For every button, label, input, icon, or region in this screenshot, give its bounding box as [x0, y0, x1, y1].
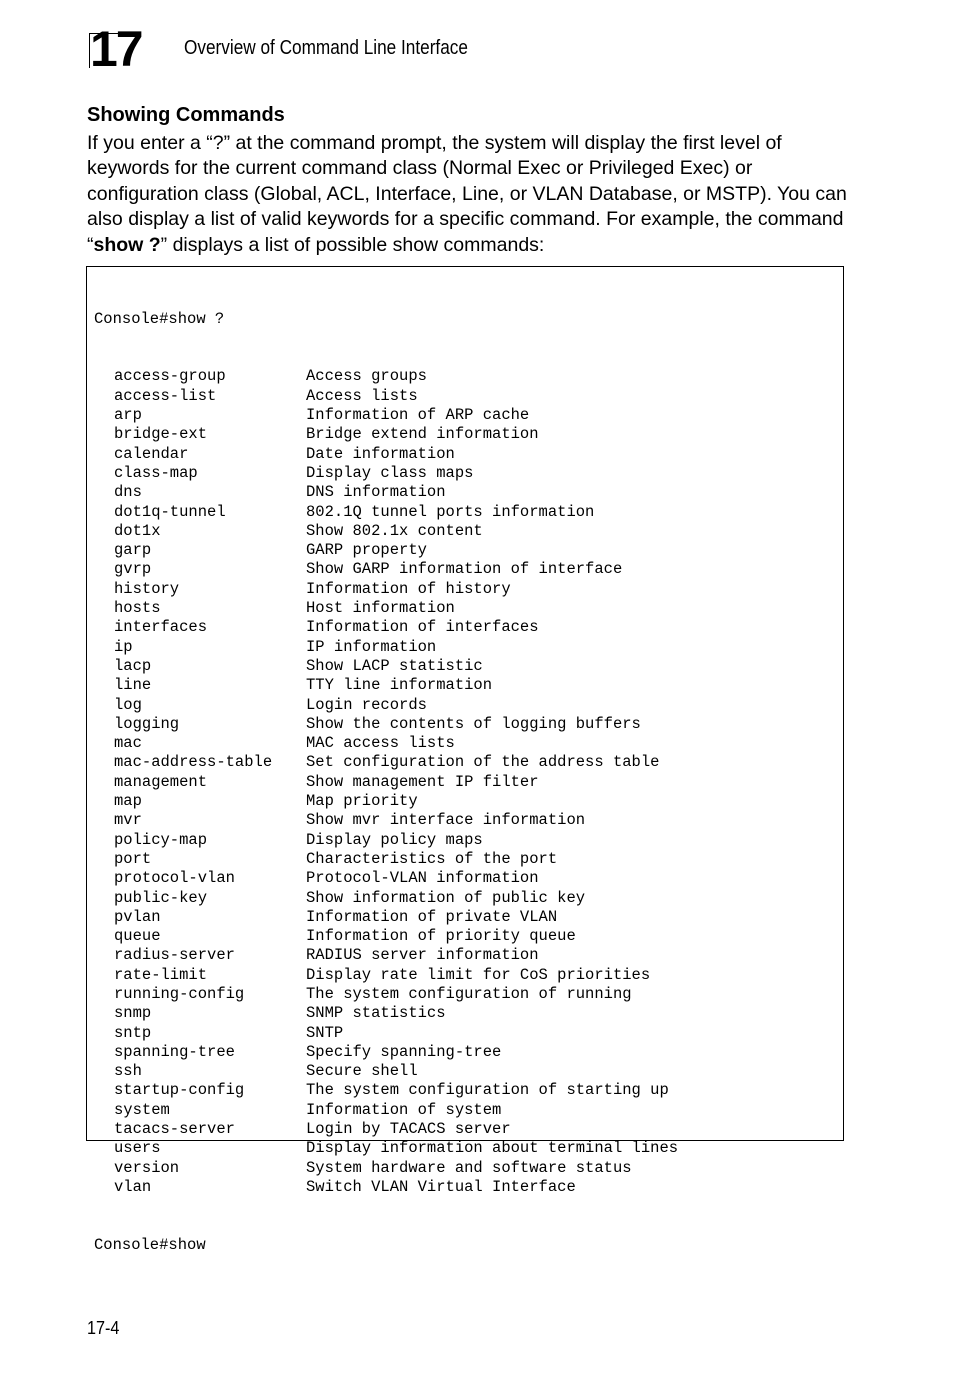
- command-row: [94, 1062, 678, 1081]
- command-keyword: system: [114, 1100, 170, 1119]
- command-keyword: startup-config: [114, 1081, 245, 1100]
- command-row: [94, 560, 678, 579]
- command-keyword: gvrp: [114, 560, 152, 579]
- command-row: [94, 618, 678, 637]
- command-keyword: dns: [114, 483, 142, 502]
- command-description: Host information: [306, 599, 455, 618]
- command-description: Display rate limit for CoS priorities: [306, 965, 651, 984]
- command-keyword: dot1q-tunnel: [114, 502, 226, 521]
- console-prompt-line: Console#show ?: [94, 309, 225, 328]
- console-output-box: [86, 266, 844, 1254]
- command-description: Protocol-VLAN information: [306, 869, 539, 888]
- command-row: [94, 1120, 678, 1139]
- command-keyword: lacp: [114, 656, 152, 675]
- command-row: [94, 387, 678, 406]
- running-header-title: Overview of Command Line Interface: [184, 37, 468, 59]
- command-keyword: protocol-vlan: [114, 869, 235, 888]
- command-description: Information of interfaces: [306, 618, 539, 637]
- command-row: [94, 445, 678, 464]
- command-keyword: interfaces: [114, 618, 208, 637]
- command-row: [94, 599, 678, 618]
- command-description: Display information about terminal lines: [306, 1139, 679, 1158]
- command-description: Specify spanning-tree: [306, 1042, 502, 1061]
- command-row: [94, 773, 678, 792]
- command-keyword: access-group: [114, 367, 226, 386]
- command-keyword: garp: [114, 541, 152, 560]
- intro-paragraph: [87, 131, 857, 258]
- command-description: Show mvr interface information: [306, 811, 586, 830]
- command-keyword: port: [114, 849, 152, 868]
- command-row: [94, 811, 678, 830]
- command-description: Show management IP filter: [306, 772, 539, 791]
- command-keyword: mvr: [114, 811, 142, 830]
- command-keyword: dot1x: [114, 521, 161, 540]
- command-row: [94, 753, 678, 772]
- command-keyword: public-key: [114, 888, 208, 907]
- command-keyword: class-map: [114, 463, 198, 482]
- command-keyword: radius-server: [114, 946, 235, 965]
- command-row: [94, 734, 678, 753]
- command-row: [94, 1159, 678, 1178]
- command-description: Display class maps: [306, 463, 474, 482]
- command-description: SNMP statistics: [306, 1004, 446, 1023]
- command-keyword: policy-map: [114, 830, 208, 849]
- command-row: [94, 657, 678, 676]
- command-row: [94, 425, 678, 444]
- command-description: Characteristics of the port: [306, 849, 558, 868]
- command-description: Secure shell: [306, 1062, 418, 1081]
- command-description: Date information: [306, 444, 455, 463]
- command-row: [94, 889, 678, 908]
- command-keyword: logging: [114, 714, 180, 733]
- page-number: 17-4: [87, 1318, 120, 1338]
- command-description: 802.1Q tunnel ports information: [306, 502, 595, 521]
- command-description: GARP property: [306, 541, 427, 560]
- command-keyword: access-list: [114, 386, 217, 405]
- command-row: [94, 464, 678, 483]
- command-keyword: queue: [114, 927, 161, 946]
- command-description: RADIUS server information: [306, 946, 539, 965]
- command-row: [94, 406, 678, 425]
- command-row: [94, 1043, 678, 1062]
- command-row: [94, 638, 678, 657]
- command-description: Login records: [306, 695, 427, 714]
- command-row: [94, 522, 678, 541]
- command-description: Login by TACACS server: [306, 1120, 511, 1139]
- command-keyword: line: [114, 676, 152, 695]
- command-description: DNS information: [306, 483, 446, 502]
- command-keyword: running-config: [114, 984, 245, 1003]
- command-row: [94, 541, 678, 560]
- command-description: Set configuration of the address table: [306, 753, 660, 772]
- command-keyword: ssh: [114, 1062, 142, 1081]
- command-row: [94, 483, 678, 502]
- command-row: [94, 927, 678, 946]
- command-row: [94, 1101, 678, 1120]
- command-row: [94, 850, 678, 869]
- command-keyword: vlan: [114, 1177, 152, 1196]
- command-row: [94, 1081, 678, 1100]
- command-row: [94, 1139, 678, 1158]
- command-description: Show LACP statistic: [306, 656, 483, 675]
- command-description: Access lists: [306, 386, 418, 405]
- command-description: Information of priority queue: [306, 927, 576, 946]
- command-keyword: mac-address-table: [114, 753, 273, 772]
- command-keyword: mac: [114, 734, 142, 753]
- command-description: TTY line information: [306, 676, 493, 695]
- command-row: [94, 503, 678, 522]
- command-keyword: history: [114, 579, 180, 598]
- command-description: IP information: [306, 637, 437, 656]
- console-output: [94, 271, 678, 1294]
- command-row: [94, 869, 678, 888]
- command-description: Map priority: [306, 792, 418, 811]
- section-heading: Showing Commands: [87, 104, 285, 126]
- command-keyword: rate-limit: [114, 965, 208, 984]
- intro-text-after: ” displays a list of possible show commands:: [160, 233, 545, 256]
- command-description: System hardware and software status: [306, 1158, 632, 1177]
- command-row: [94, 676, 678, 695]
- command-description: Information of private VLAN: [306, 907, 558, 926]
- command-description: Switch VLAN Virtual Interface: [306, 1177, 576, 1196]
- command-row: [94, 831, 678, 850]
- intro-text-before: If you enter a “?” at the command prompt, the system will display the first level of keywords for the current command class (Normal Exec or Privileged Exec) or configuration class (Global, ACL, Interface, Line, or VLAN Database, or MSTP). You can also display a list of valid keywords for a specific command. For example, the command “: [87, 132, 847, 256]
- command-keyword: ip: [114, 637, 133, 656]
- command-list: [94, 367, 678, 1197]
- command-description: Information of system: [306, 1100, 502, 1119]
- command-description: SNTP: [306, 1023, 344, 1042]
- command-row: [94, 367, 678, 386]
- command-keyword: users: [114, 1139, 161, 1158]
- command-description: Bridge extend information: [306, 425, 539, 444]
- command-description: The system configuration of running: [306, 984, 632, 1003]
- command-row: [94, 1024, 678, 1043]
- command-description: Show 802.1x content: [306, 521, 483, 540]
- command-keyword: bridge-ext: [114, 425, 208, 444]
- command-description: Show the contents of logging buffers: [306, 714, 641, 733]
- command-keyword: arp: [114, 406, 142, 425]
- command-keyword: pvlan: [114, 907, 161, 926]
- command-keyword: tacacs-server: [114, 1120, 235, 1139]
- command-keyword: spanning-tree: [114, 1042, 235, 1061]
- console-prompt-line-end: Console#show: [94, 1235, 206, 1254]
- command-keyword: sntp: [114, 1023, 152, 1042]
- command-keyword: hosts: [114, 599, 161, 618]
- intro-bold-command: show ?: [93, 233, 161, 256]
- command-keyword: snmp: [114, 1004, 152, 1023]
- command-description: Show GARP information of interface: [306, 560, 623, 579]
- command-keyword: map: [114, 792, 142, 811]
- command-keyword: log: [114, 695, 142, 714]
- command-description: Access groups: [306, 367, 427, 386]
- command-row: [94, 985, 678, 1004]
- chapter-number: 17: [90, 21, 142, 77]
- command-row: [94, 966, 678, 985]
- command-row: [94, 1178, 678, 1197]
- command-keyword: version: [114, 1158, 180, 1177]
- command-description: Information of ARP cache: [306, 406, 530, 425]
- command-row: [94, 715, 678, 734]
- command-row: [94, 696, 678, 715]
- command-row: [94, 792, 678, 811]
- command-description: Information of history: [306, 579, 511, 598]
- command-row: [94, 946, 678, 965]
- command-row: [94, 908, 678, 927]
- command-keyword: management: [114, 772, 208, 791]
- command-row: [94, 580, 678, 599]
- command-keyword: calendar: [114, 444, 189, 463]
- command-description: Show information of public key: [306, 888, 586, 907]
- command-description: MAC access lists: [306, 734, 455, 753]
- command-description: The system configuration of starting up: [306, 1081, 669, 1100]
- command-description: Display policy maps: [306, 830, 483, 849]
- command-row: [94, 1004, 678, 1023]
